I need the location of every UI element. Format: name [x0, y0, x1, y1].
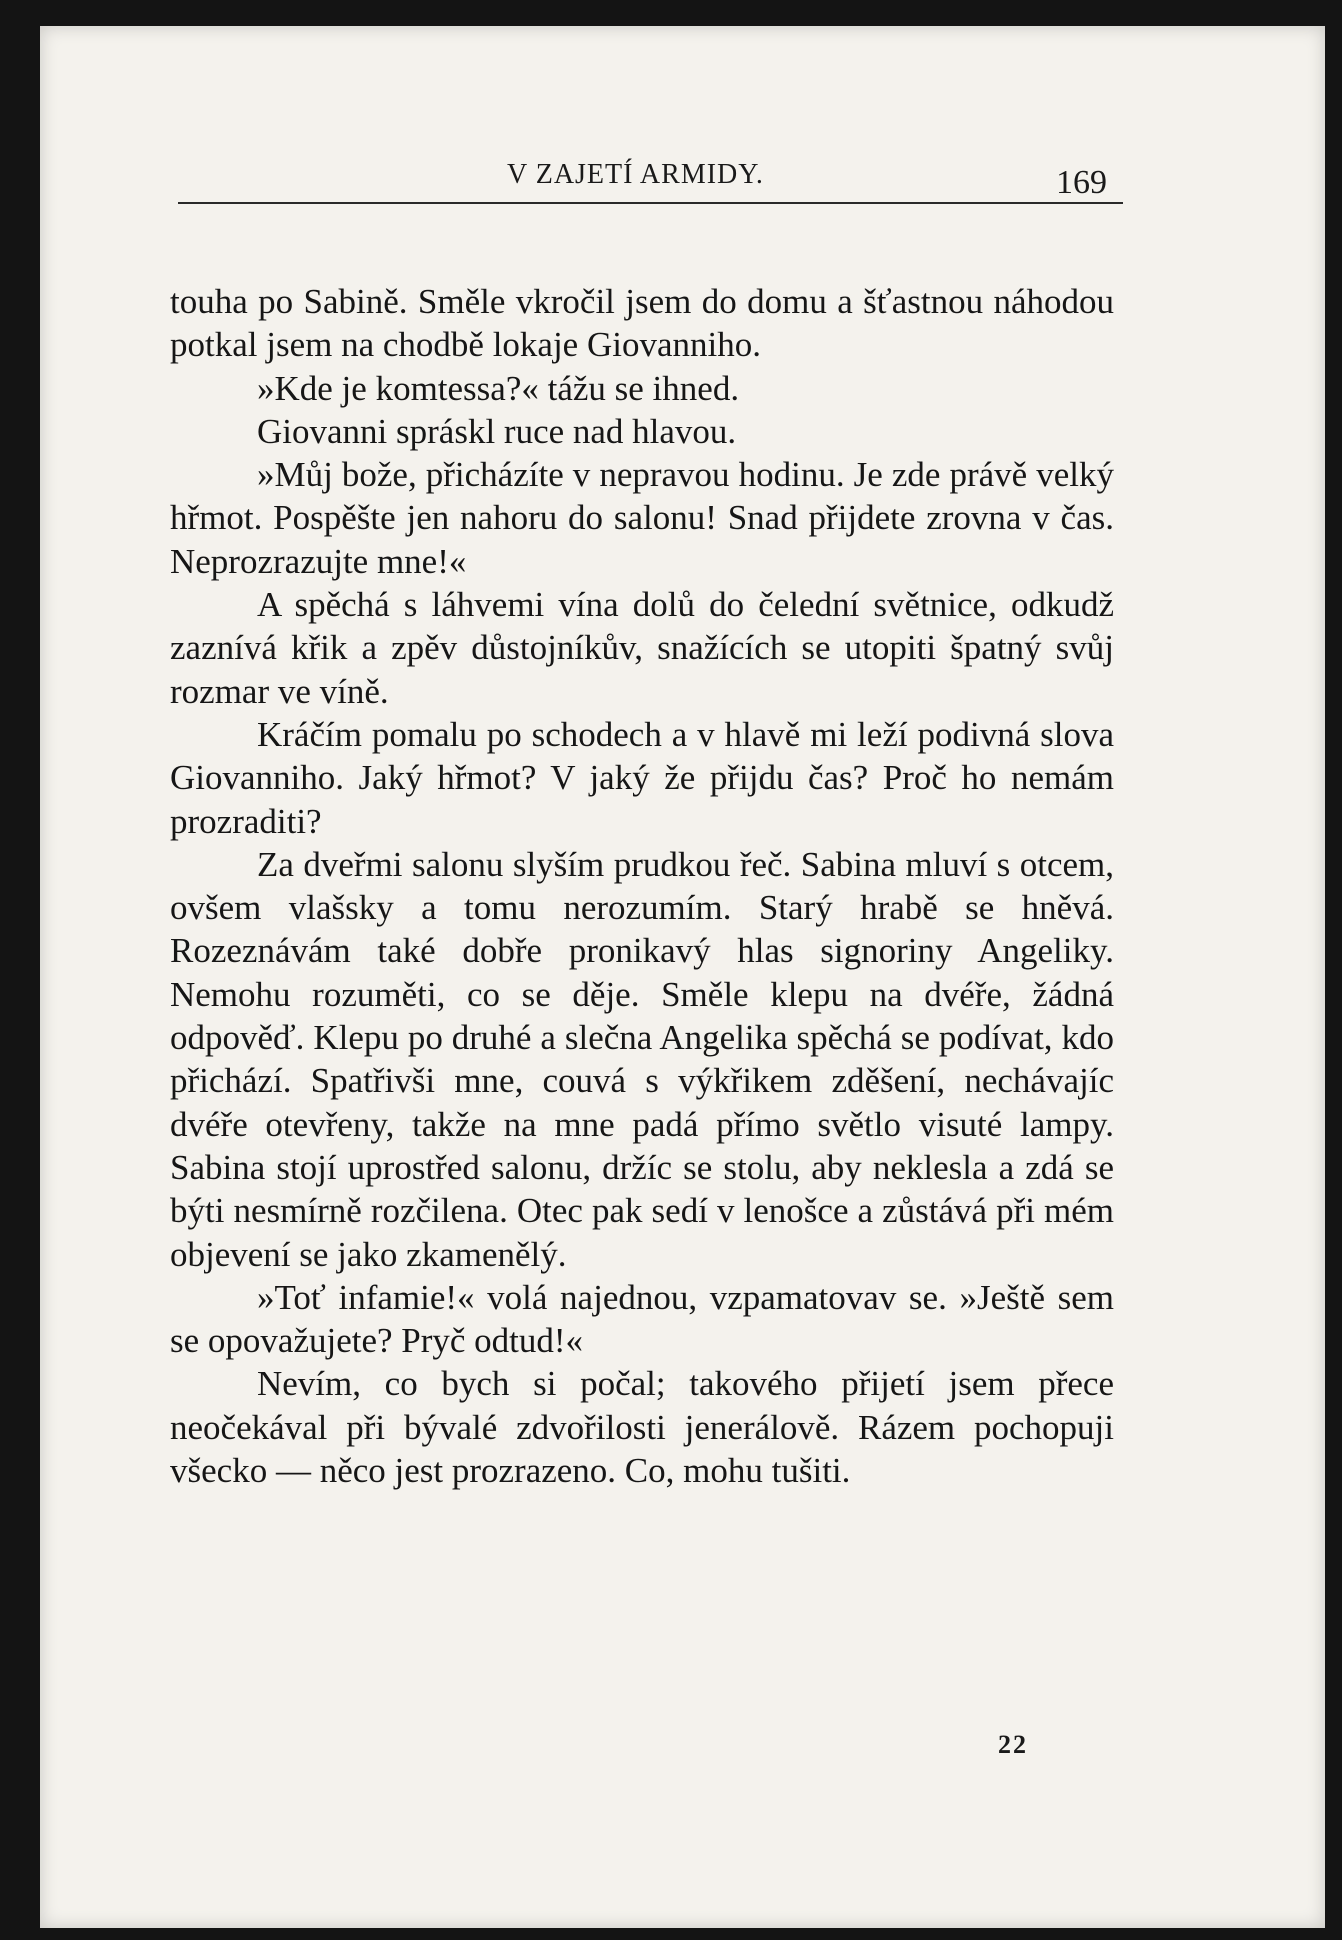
paragraph: Kráčím pomalu po schodech a v hlavě mi leží podivná slova Giovanniho. Jaký hřmot? V jaký že přijdu čas? Proč ho nemám prozraditi? — [170, 714, 1114, 841]
book-page — [40, 26, 1325, 1928]
paragraph: Giovanni spráskl ruce nad hlavou. — [257, 411, 737, 451]
paragraph: Nevím, co bych si počal; takového přijetí jsem přece neočekával při bývalé zdvořilosti jenerálově. Rázem pochopuji všecko — něco jest prozrazeno. Co, mohu tušiti. — [170, 1364, 1114, 1491]
paragraph: »Toť infamie!« volá najednou, vzpamatovav se. »Ještě sem se opovažujete? Pryč odtud!« — [170, 1277, 1114, 1361]
paragraph: A spěchá s láhvemi vína dolů do čelední světnice, odkudž zaznívá křik a zpěv důstojníkův, snažících se utopiti špatný svůj rozmar ve víně. — [170, 585, 1114, 711]
header-rule — [178, 202, 1123, 204]
paragraph: »Kde je komtessa?« tážu se ihned. — [257, 368, 740, 408]
paragraph: »Můj bože, přicházíte v nepravou hodinu. Je zde právě velký hřmot. Pospěšte jen nahoru do salonu! Snad přijdete zrovna v čas. Neprozrazujte mne!« — [170, 455, 1114, 581]
page-number: 169 — [1056, 164, 1107, 201]
signature-mark: 22 — [998, 1730, 1028, 1759]
paragraph: Za dveřmi salonu slyším prudkou řeč. Sabina mluví s otcem, ovšem vlašsky a tomu nerozumím. Starý hrabě se hněvá. Rozeznávám také dobře pronikavý hlas signoriny Angeliky. Nemohu rozuměti, co se děje. Směle klepu na dvéře, žádná odpověď. Klepu po druhé a slečna Angelika spěchá se podívat, kdo přichází. Spatřivši mne, couvá s výkřikem zděšení, nechávajíc dvéře otevřeny, takže na mne padá přímo světlo visuté lampy. Sabina stojí uprostřed salonu, držíc se stolu, aby neklesla a zdá se býti nesmírně rozčilena. Otec pak sedí v lenošce a zůstává při mém objevení se jako zkamenělý. — [170, 844, 1114, 1274]
body-text — [170, 280, 1114, 1492]
running-title: V ZAJETÍ ARMIDY. — [507, 159, 764, 190]
paragraph: touha po Sabině. Směle vkročil jsem do domu a šťastnou náhodou potkal jsem na chodbě lokaje Giovanniho. — [170, 282, 1114, 365]
